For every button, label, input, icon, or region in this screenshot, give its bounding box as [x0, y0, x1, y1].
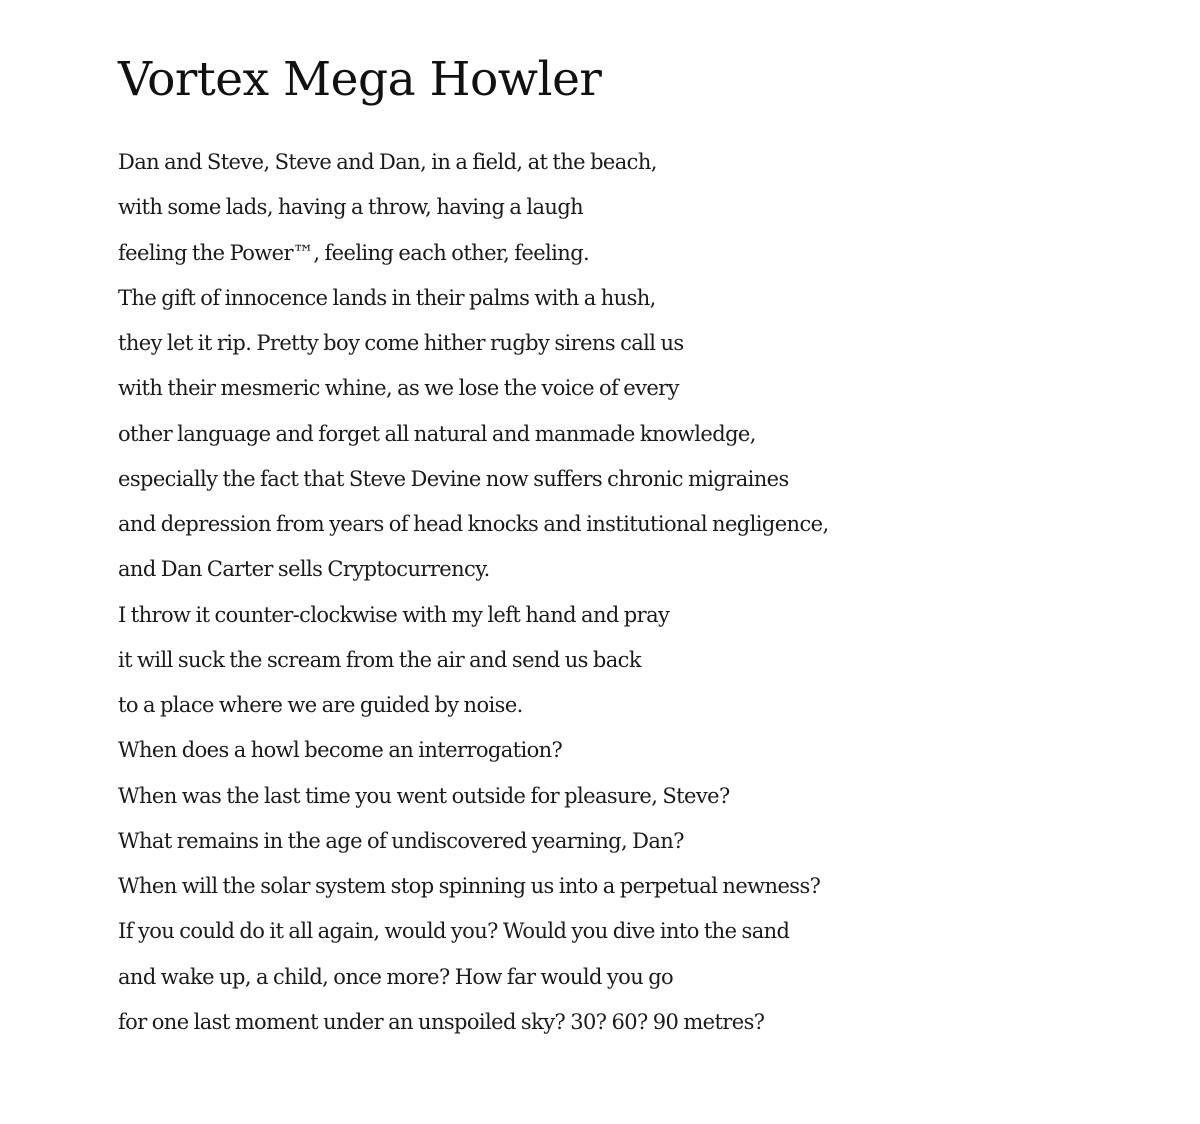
poem-line: with some lads, having a throw, having a laugh [118, 195, 584, 220]
poem-line: especially the fact that Steve Devine now suffers chronic migraines [118, 466, 789, 491]
poem-line: The gift of innocence lands in their palms with a hush, [118, 285, 656, 310]
poem-line: feeling the Power™, feeling each other, feeling. [118, 240, 590, 265]
poem-line: When was the last time you went outside for pleasure, Steve? [118, 783, 730, 808]
poem [118, 52, 1118, 1045]
poem-line: and depression from years of head knocks and institutional negligence, [118, 512, 829, 536]
poem-line: When does a howl become an interrogation? [118, 738, 563, 763]
poem-line: with their mesmeric whine, as we lose the voice of every [118, 376, 679, 401]
poem-line: What remains in the age of undiscovered yearning, Dan? [118, 828, 684, 853]
poem-line: If you could do it all again, would you? Would you dive into the sand [118, 919, 790, 944]
poem-line: and Dan Carter sells Cryptocurrency. [118, 557, 490, 582]
poem-line: it will suck the scream from the air and send us back [118, 647, 641, 672]
poem-line: I throw it counter-clockwise with my left hand and pray [118, 602, 670, 627]
poem-line: other language and forget all natural and manmade knowledge, [118, 421, 756, 446]
poem-body [118, 140, 1118, 1045]
poem-line: for one last moment under an unspoiled sky? 30? 60? 90 metres? [118, 1009, 765, 1034]
poem-line: When will the solar system stop spinning us into a perpetual newness? [118, 874, 821, 898]
poem-line: they let it rip. Pretty boy come hither rugby sirens call us [118, 331, 684, 355]
poem-title: Vortex Mega Howler [118, 52, 602, 107]
poem-line: and wake up, a child, once more? How far would you go [118, 964, 674, 989]
poem-line: Dan and Steve, Steve and Dan, in a field, at the beach, [118, 150, 657, 174]
poem-line: to a place where we are guided by noise. [118, 693, 523, 717]
